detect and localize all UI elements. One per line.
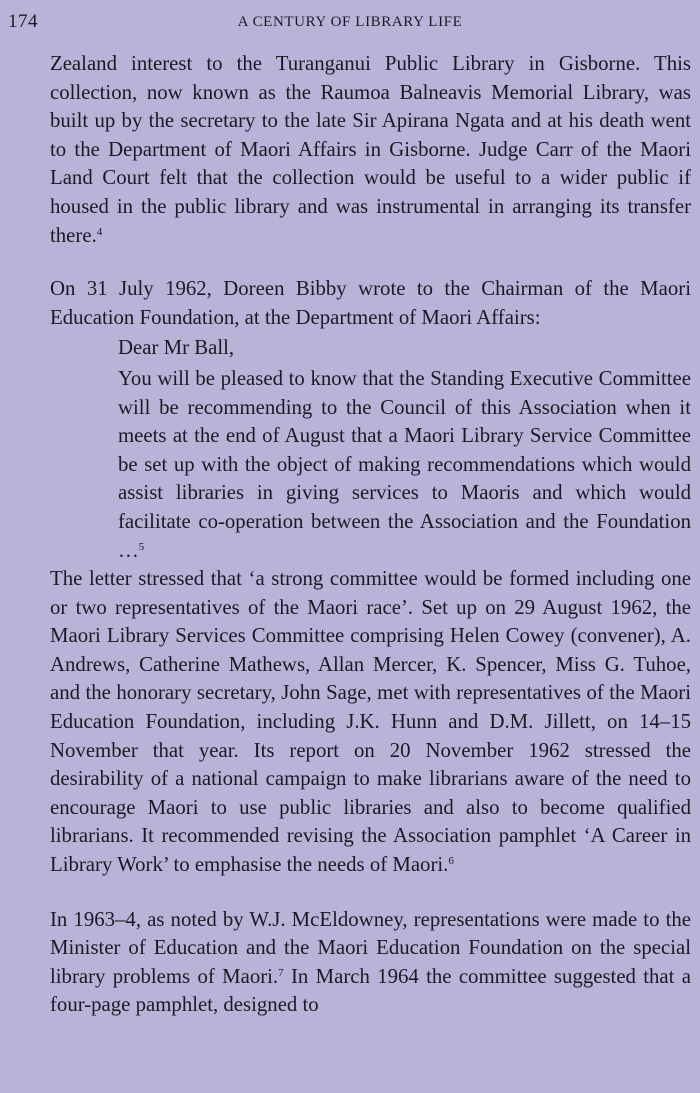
running-head: A CENTURY OF LIBRARY LIFE: [237, 14, 463, 30]
paragraph-2: [50, 275, 691, 332]
letter-salutation: [118, 334, 691, 363]
paragraph-1: [50, 50, 691, 250]
paragraph-4-text-a: In 1963–4, as noted by W.J. McEldowney, representations were made to the Minister of Education and the Maori Education Foundation on the special library problems of Maori.: [50, 907, 691, 988]
body-text: [50, 50, 691, 1020]
paragraph-4-text-b: In March 1964 the committee suggested that a four-page pamphlet, designed to: [50, 964, 691, 1017]
block-quote: [118, 365, 691, 565]
footnote-ref-7: 7: [278, 966, 284, 979]
paragraph-2-text: On 31 July 1962, Doreen Bibby wrote to the Chairman of the Maori Education Foundation, at the Department of Maori Affairs:: [50, 277, 691, 329]
page-number: 174: [8, 11, 38, 32]
footnote-ref-6: 6: [448, 855, 454, 868]
salutation-text: Dear Mr Ball,: [118, 336, 235, 360]
footnote-ref-5: 5: [138, 540, 145, 553]
paragraph-1-text: Zealand interest to the Turanganui Public Library in Gisborne. This collection, now known as the Raumoa Balneavis Memorial Library, was built up by the secretary to the late Sir Apirana Ngata and at his death went to the Department of Maori Affairs in Gisborne. Judge Carr of the Maori Land Court felt that the collection would be useful to a wider public if housed in the public library and was instrumental in arranging its transfer there.: [50, 52, 691, 247]
paragraph-3-text: The letter stressed that ‘a strong committee would be formed including one or two representatives of the Maori race’. Set up on 29 August 1962, the Maori Library Services Committee comprising Helen Cowey (convener), A. Andrews, Catherine Mathews, Allan Mercer, K. Spencer, Miss G. Tuhoe, and the honorary secretary, John Sage, met with representatives of the Maori Education Foundation, including J.K. Hunn and D.M. Jillett, on 14–15 November that year. Its report on 20 November 1962 stressed the desirability of a national campaign to make librarians aware of the need to encourage Maori to use public libraries and also to become qualified librarians. It recommended revising the Association pamphlet ‘A Career in Library Work’ to emphasise the needs of Maori.: [50, 567, 691, 877]
paragraph-4: [50, 906, 691, 1020]
paragraph-3: [50, 565, 691, 880]
block-quote-text: You will be pleased to know that the Standing Executive Committee will be recommending to the Council of this Association when it meets at the end of August that a Maori Library Service Committee be set up with the object of making recommendations which would assist libraries in giving services to Maoris and which would facilitate co-operation between the Association and the Foundation …: [118, 366, 691, 562]
footnote-ref-4: 4: [96, 225, 103, 238]
